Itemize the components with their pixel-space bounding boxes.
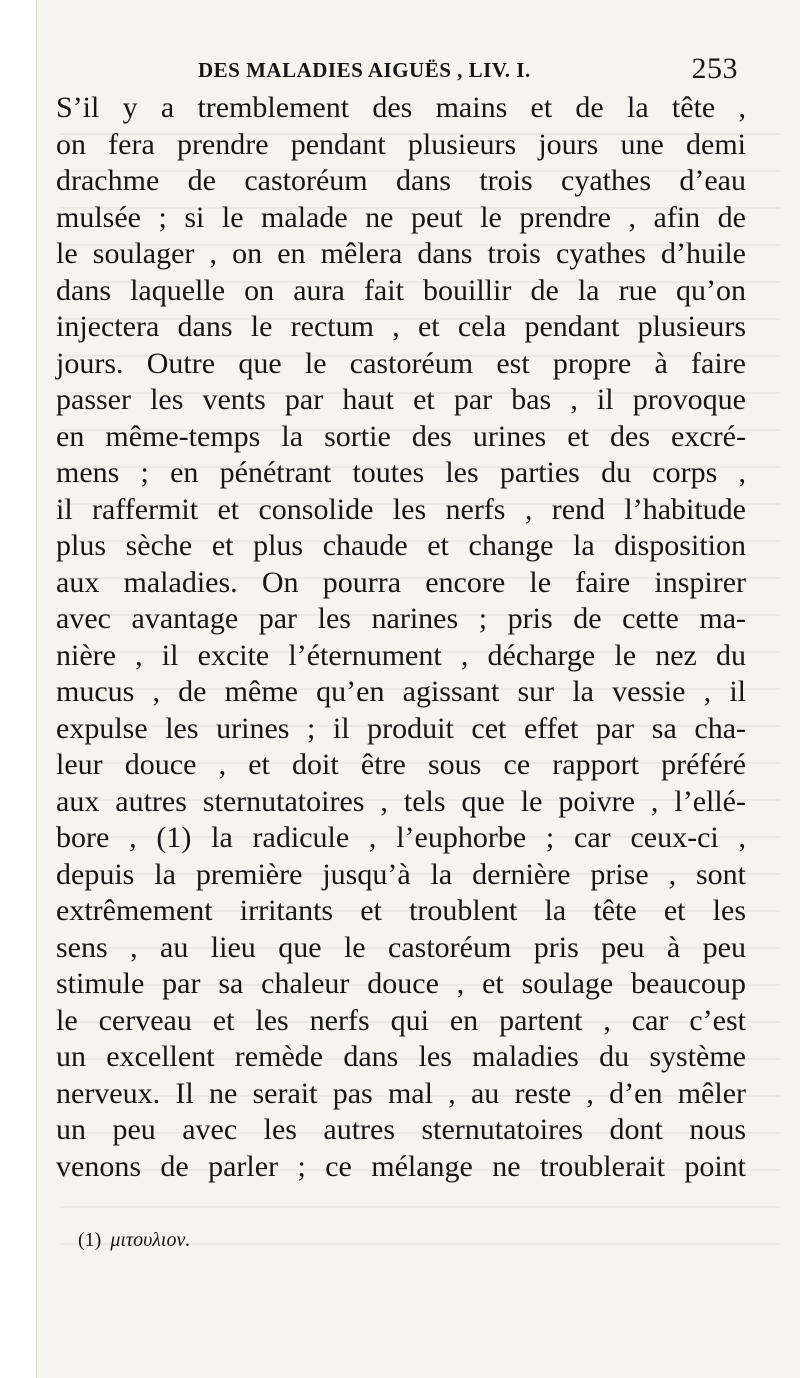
text-line: stimule par sa chaleur douce , et soulage beaucoup — [56, 967, 746, 1000]
running-head: DES MALADIES AIGUËS , LIV. I. — [198, 58, 531, 82]
text-line: mulsée ; si le malade ne peut le prendre , afin de — [56, 200, 746, 234]
text-line: aux maladies. On pourra encore le faire inspirer — [56, 565, 746, 599]
text-line: extrêmement irritants et troublent la tête et les — [56, 894, 746, 927]
text-line: on fera prendre pendant plusieurs jours une demi — [56, 127, 746, 161]
text-line: mucus , de même qu’en agissant sur la vessie , il — [56, 675, 746, 708]
text-line: un peu avec les autres sternutatoires dont nous — [56, 1113, 746, 1146]
page-margin — [0, 0, 37, 1378]
text-line: mens ; en pénétrant toutes les parties du corps , — [56, 456, 746, 489]
text-line: S’il y a tremblement des mains et de la tête , — [56, 91, 746, 124]
text-line: leur douce , et doit être sous ce rapport préféré — [56, 748, 746, 781]
text-line: plus sèche et plus chaude et change la disposition — [56, 529, 746, 562]
text-line: avec avantage par les narines ; pris de cette ma- — [56, 602, 746, 635]
text-line: venons de parler ; ce mélange ne troublerait point — [56, 1149, 746, 1183]
text-line: jours. Outre que le castoréum est propre à faire — [56, 346, 746, 380]
text-line: en même-temps la sortie des urines et des excré- — [56, 419, 746, 453]
text-line: nerveux. Il ne serait pas mal , au reste , d’en mêler — [56, 1076, 746, 1110]
text-line: sens , au lieu que le castoréum pris peu à peu — [56, 930, 746, 964]
text-line: injectera dans le rectum , et cela pendant plusieurs — [56, 310, 746, 343]
text-line: dans laquelle on aura fait bouillir de la rue qu’on — [56, 273, 746, 307]
body-text — [56, 90, 746, 1185]
text-line: depuis la première jusqu’à la dernière prise , sont — [56, 857, 746, 891]
text-line: un excellent remède dans les maladies du système — [56, 1040, 746, 1073]
text-line: nière , il excite l’éternument , décharge le nez du — [56, 638, 746, 672]
text-line: le cerveau et les nerfs qui en partent , car c’est — [56, 1003, 746, 1037]
footnote-marker: (1) — [78, 1229, 102, 1251]
text-line: aux autres sternutatoires , tels que le poivre , l’ellé- — [56, 784, 746, 818]
page-number: 253 — [691, 52, 738, 85]
text-line: passer les vents par haut et par bas , il provoque — [56, 383, 746, 416]
text-line: le soulager , on en mêlera dans trois cyathes d’huile — [56, 237, 746, 270]
text-line: drachme de castoréum dans trois cyathes d’eau — [56, 164, 746, 197]
footnote-text: μιτουλιον. — [110, 1229, 191, 1251]
footnote — [78, 1228, 190, 1252]
text-line: expulse les urines ; il produit cet effet par sa cha- — [56, 711, 746, 745]
text-line: il raffermit et consolide les nerfs , rend l’habitude — [56, 492, 746, 526]
text-line: bore , (1) la radicule , l’euphorbe ; car ceux-ci , — [56, 821, 746, 854]
page-header — [198, 52, 738, 86]
